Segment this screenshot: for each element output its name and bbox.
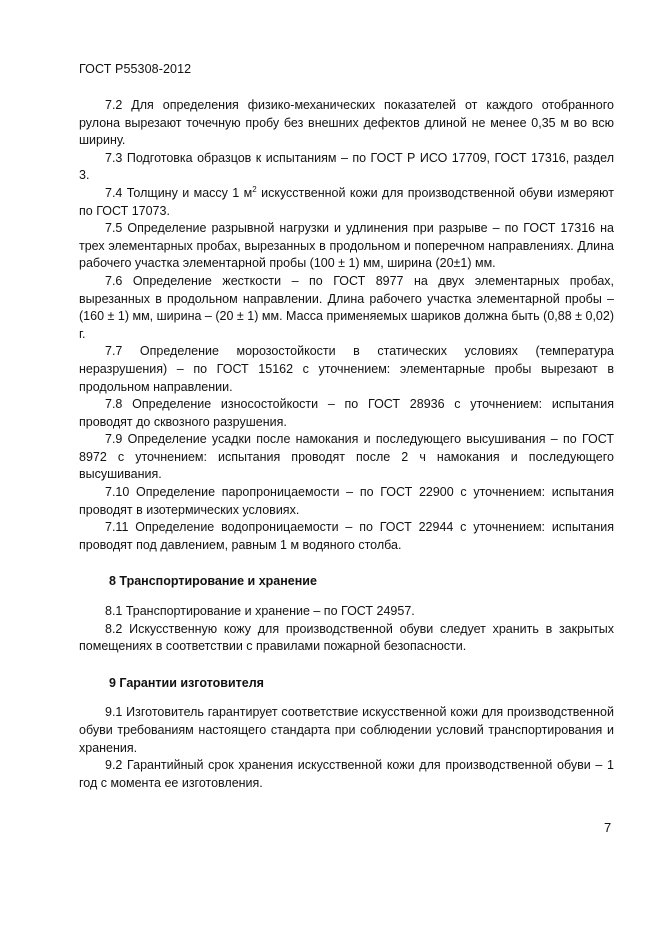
paragraph-9-1: 9.1 Изготовитель гарантирует соответствие искусственной кожи для производственной обуви требованиям настоящего стандарта при соблюдении условий транспортирования и хранения. (79, 705, 614, 755)
spacer (79, 692, 614, 704)
paragraph-7-4-text-end: искусственной кожи для производственной обуви измеряют по ГОСТ 17073. (79, 185, 614, 218)
page-number: 7 (604, 820, 612, 835)
paragraph-7-2: 7.2 Для определения физико-механических показателей от каждого отобранного рулона вырезают точечную пробу без внешних дефектов длиной не менее 0,35 м во всю ширину. (79, 98, 614, 148)
spacer (79, 656, 614, 675)
paragraph-7-4 (79, 185, 614, 220)
paragraph-7-11: 7.11 Определение водопроницаемости – по ГОСТ 22944 с уточнением: испытания проводят под давлением, равным 1 м водяного столба. (79, 520, 614, 552)
paragraph-7-8: 7.8 Определение износостойкости – по ГОСТ 28936 с уточнением: испытания проводят до сквозного разрушения. (79, 397, 614, 429)
paragraph-7-10: 7.10 Определение паропроницаемости – по ГОСТ 22900 с уточнением: испытания проводят в изотермических условиях. (79, 485, 614, 517)
section-9-heading: 9 Гарантии изготовителя (109, 675, 264, 690)
spacer (79, 591, 614, 603)
paragraph-7-7: 7.7 Определение морозостойкости в статических условиях (температура неразрушения) – по ГОСТ 15162 с уточнением: элементарные пробы вырезают в продольном направлении. (79, 344, 614, 394)
document-code-header: ГОСТ Р55308-2012 (79, 62, 192, 76)
square-meter-superscript: 2 (252, 184, 257, 194)
paragraph-7-3: 7.3 Подготовка образцов к испытаниям – по ГОСТ Р ИСО 17709, ГОСТ 17316, раздел 3. (79, 150, 614, 183)
paragraph-7-5: 7.5 Определение разрывной нагрузки и удлинения при разрыве – по ГОСТ 17316 на трех элементарных пробах, вырезанных в продольном и поперечном направлениях. Длина рабочего участка элементарной пробы (100 ± 1) мм, ширина (20±1) мм. (79, 221, 614, 271)
paragraph-8-1: 8.1 Транспортирование и хранение – по ГОСТ 24957. (105, 604, 415, 619)
paragraph-7-6: 7.6 Определение жесткости – по ГОСТ 8977 на двух элементарных пробах, вырезанных в продольном направлении. Длина рабочего участка элементарной пробы – (160 ± 1) мм, ширина – (20 ± 1) мм. Масса применяемых шариков должна быть (0,88 ± 0,02) г. (79, 273, 614, 341)
document-body (79, 97, 614, 792)
paragraph-7-4-text-start: 7.4 Толщину и массу 1 м (105, 185, 253, 200)
paragraph-9-2: 9.2 Гарантийный срок хранения искусственной кожи для производственной обуви – 1 год с момента ее изготовления. (79, 758, 614, 790)
spacer (79, 554, 614, 573)
paragraph-7-9: 7.9 Определение усадки после намокания и последующего высушивания – по ГОСТ 8972 с уточнением: испытания проводят после 2 ч намокания и последующего высушивания. (79, 432, 614, 482)
section-8-heading: 8 Транспортирование и хранение (109, 574, 317, 589)
paragraph-8-2: 8.2 Искусственную кожу для производственной обуви следует хранить в закрытых помещениях в соответствии с правилами пожарной безопасности. (79, 621, 614, 654)
